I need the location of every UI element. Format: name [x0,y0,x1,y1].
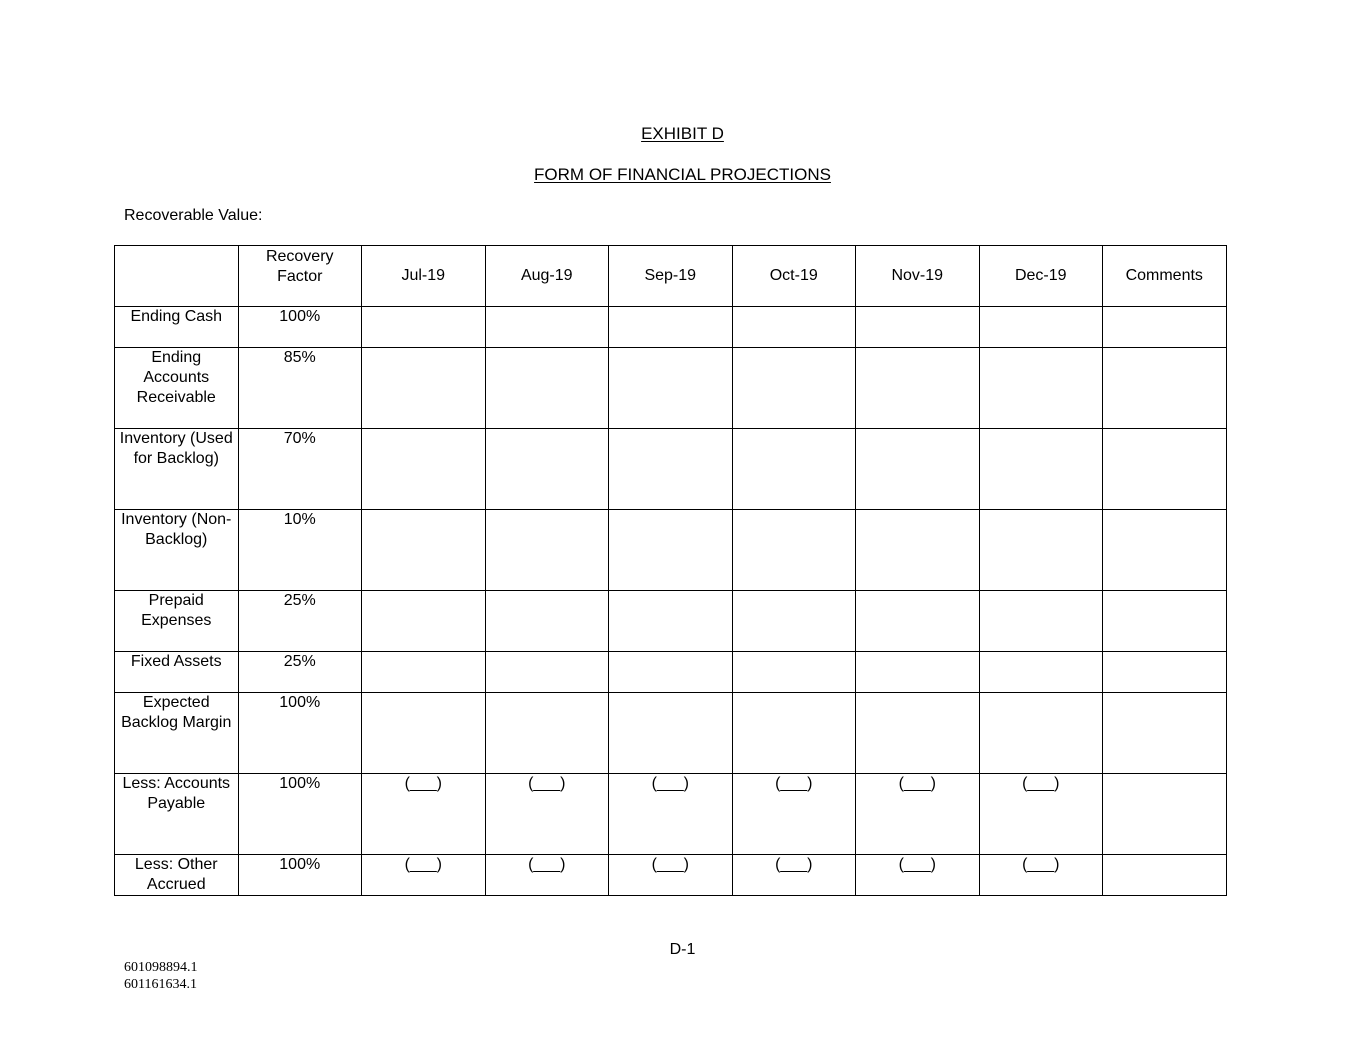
page-number: D-1 [669,941,696,958]
value-cell [609,429,733,510]
value-cell [732,510,856,591]
value-cell [856,652,980,693]
row-label: Prepaid Expenses [115,591,239,652]
value-cell [609,693,733,774]
comment-cell [1103,652,1227,693]
recovery-factor-cell: 25% [238,591,362,652]
value-cell [485,693,609,774]
value-cell [979,348,1103,429]
value-cell [362,429,486,510]
value-cell: (___) [362,855,486,896]
header-comments: Comments [1103,246,1227,307]
header-recovery-factor: Recovery Factor [238,246,362,307]
exhibit-title: EXHIBIT D [641,124,724,143]
value-cell [856,591,980,652]
value-cell: (___) [979,855,1103,896]
document-id: 601098894.1 [124,960,198,975]
value-cell [732,652,856,693]
header-dec-19: Dec-19 [979,246,1103,307]
table-row [115,591,1227,652]
row-label: Ending Cash [115,307,239,348]
value-cell [979,693,1103,774]
comment-cell [1103,774,1227,855]
value-cell [362,348,486,429]
recovery-factor-cell: 25% [238,652,362,693]
value-cell: (___) [856,774,980,855]
comment-cell [1103,855,1227,896]
value-cell [609,652,733,693]
value-cell [609,348,733,429]
header-row [115,246,1227,307]
value-cell [362,652,486,693]
header-blank [115,246,239,307]
recovery-factor-cell: 100% [238,855,362,896]
value-cell [979,591,1103,652]
value-cell [485,591,609,652]
value-cell [485,429,609,510]
value-cell: (___) [732,855,856,896]
value-cell [732,591,856,652]
header-sep-19: Sep-19 [609,246,733,307]
value-cell [362,693,486,774]
table-row [115,652,1227,693]
value-cell [609,307,733,348]
header-jul-19: Jul-19 [362,246,486,307]
recovery-factor-cell: 100% [238,307,362,348]
value-cell: (___) [732,774,856,855]
value-cell [485,652,609,693]
value-cell: (___) [609,855,733,896]
form-title: FORM OF FINANCIAL PROJECTIONS [534,165,831,184]
value-cell [609,591,733,652]
value-cell [485,348,609,429]
recovery-factor-cell: 10% [238,510,362,591]
value-cell [732,429,856,510]
value-cell [732,307,856,348]
value-cell [979,652,1103,693]
header-aug-19: Aug-19 [485,246,609,307]
value-cell [979,429,1103,510]
row-label: Expected Backlog Margin [115,693,239,774]
table-row [115,510,1227,591]
table-row [115,855,1227,896]
comment-cell [1103,510,1227,591]
table-row [115,429,1227,510]
value-cell [732,348,856,429]
value-cell: (___) [856,855,980,896]
value-cell [979,307,1103,348]
comment-cell [1103,591,1227,652]
table-row [115,307,1227,348]
recovery-factor-cell: 100% [238,774,362,855]
value-cell [485,307,609,348]
value-cell [979,510,1103,591]
recovery-factor-cell: 100% [238,693,362,774]
row-label: Inventory (Non-Backlog) [115,510,239,591]
recovery-factor-cell: 70% [238,429,362,510]
comment-cell [1103,693,1227,774]
header-nov-19: Nov-19 [856,246,980,307]
value-cell [609,510,733,591]
comment-cell [1103,348,1227,429]
value-cell [856,693,980,774]
value-cell [362,307,486,348]
value-cell: (___) [485,774,609,855]
value-cell: (___) [979,774,1103,855]
value-cell [856,510,980,591]
row-label: Ending Accounts Receivable [115,348,239,429]
value-cell [485,510,609,591]
value-cell [362,510,486,591]
document-id: 601161634.1 [124,977,197,992]
value-cell: (___) [485,855,609,896]
value-cell [856,348,980,429]
row-label: Inventory (Used for Backlog) [115,429,239,510]
row-label: Less: Accounts Payable [115,774,239,855]
value-cell [362,591,486,652]
table-row [115,774,1227,855]
value-cell: (___) [362,774,486,855]
table-row [115,348,1227,429]
row-label: Fixed Assets [115,652,239,693]
table-row [115,693,1227,774]
recovery-factor-cell: 85% [238,348,362,429]
value-cell [856,429,980,510]
comment-cell [1103,307,1227,348]
projections-table [114,245,1227,896]
value-cell [732,693,856,774]
recoverable-value-label: Recoverable Value: [124,207,263,224]
value-cell [856,307,980,348]
header-oct-19: Oct-19 [732,246,856,307]
row-label: Less: Other Accrued [115,855,239,896]
value-cell: (___) [609,774,733,855]
comment-cell [1103,429,1227,510]
